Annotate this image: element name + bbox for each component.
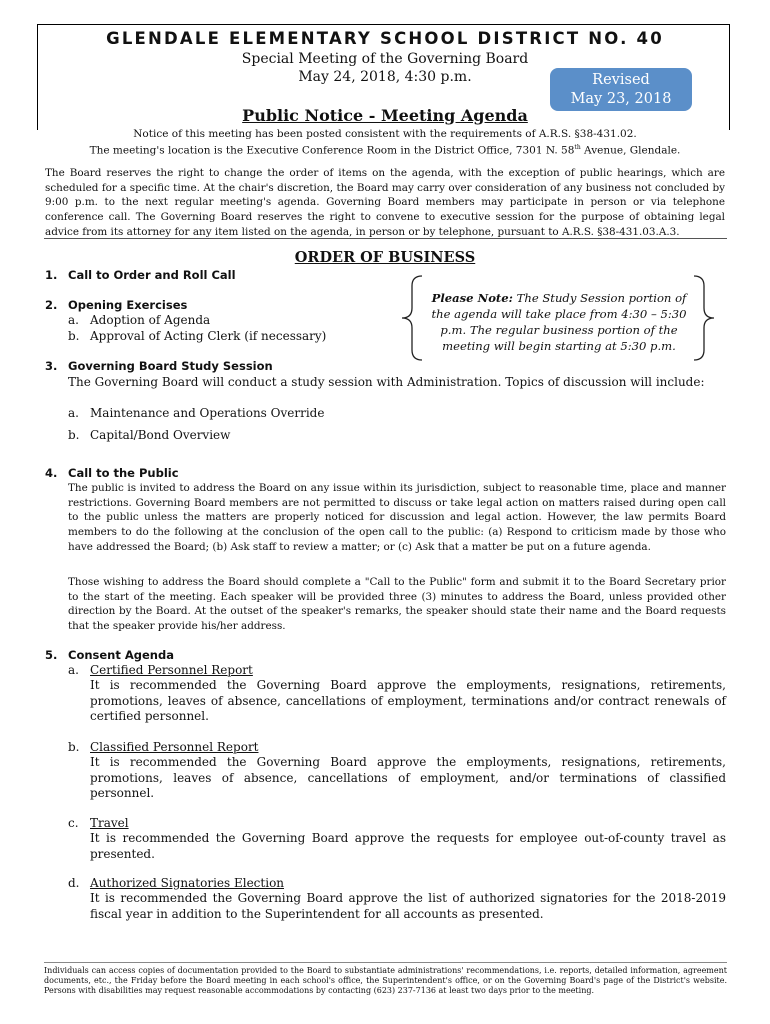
item-5a-text: It is recommended the Governing Board approve the employments, resignations, retirements, promotions, leaves of absence, cancellations of employment, terminations and/or contract renewals of certified personnel. (90, 678, 726, 724)
item-5b-text: It is recommended the Governing Board approve the employments, resignations, retirements, promotions, leaves of absence, cancellations of employment, and/or terminations of classified personnel. (90, 755, 726, 801)
item-5c-title: Travel (90, 816, 129, 830)
item-2a-text: Adoption of Agenda (90, 313, 211, 327)
left-brace (398, 274, 428, 362)
intro-rule (44, 238, 727, 239)
study-session-note (428, 290, 690, 354)
posting-line-1: Notice of this meeting has been posted consistent with the requirements of A.R.S. §38-431.02. (133, 128, 637, 140)
posting-line-2 (0, 141, 770, 158)
item-5d-text: It is recommended the Governing Board approve the list of authorized signatories for the 2018-2019 fiscal year in addition to the Superintendent for all accounts as presented. (90, 891, 726, 921)
item-5d-number: d. (68, 876, 80, 890)
location-text: The meeting's location is the Executive Conference Room in the District Office, 7301 N. 58 (89, 144, 575, 157)
item-5c-number: c. (68, 816, 79, 830)
item-2a-number: a. (68, 313, 79, 327)
item-2b-number: b. (68, 329, 80, 343)
call-to-public-paragraph-2: Those wishing to address the Board should complete a "Call to the Public" form and submit it to the Board Secretary prior to the start of the meeting. Each speaker will be provided three (3) minutes to address the Board, unless provided other direction by the Board. At the outset of the speaker's remarks, the speaker should state their name and the Board requests that the speaker provide his/her address. (68, 576, 726, 633)
item-2-title: Opening Exercises (68, 298, 188, 312)
item-3a-text: Maintenance and Operations Override (90, 406, 325, 420)
right-brace (688, 274, 718, 362)
revised-label: Revised (592, 72, 650, 88)
district-title: GLENDALE ELEMENTARY SCHOOL DISTRICT NO. 40 (106, 29, 664, 48)
item-3-title: Governing Board Study Session (68, 359, 273, 373)
item-3a-number: a. (68, 406, 79, 420)
item-1-title: Call to Order and Roll Call (68, 268, 236, 282)
item-5a-number: a. (68, 663, 79, 677)
footer-note: Individuals can access copies of documentation provided to the Board to substantiate administrations' recommendations, i.e. reports, detailed information, agreement documents, etc., the Friday before the Board meeting in each school's office, the Superintendent's office, or on the Governing Board's page of the District's website. Persons with disabilities may request reasonable accommodations by contacting (623) 237-7136 at least two days prior to the meeting. (44, 966, 727, 995)
revised-badge (550, 68, 692, 111)
order-of-business-title: ORDER OF BUSINESS (294, 249, 476, 266)
note-label: Please Note: (431, 291, 513, 305)
item-3b-text: Capital/Bond Overview (90, 428, 231, 442)
call-to-public-paragraph-1: The public is invited to address the Board on any issue within its jurisdiction, subject to reasonable time, place and manner restrictions. Governing Board members are not permitted to discuss or take legal action on matters raised during open call to the public unless the matters are properly noticed for discussion and legal action. However, the law permits Board members to do the following at the conclusion of the open call to the public: (a) Respond to criticism made by those who have addressed the Board; (b) Ask staff to review a matter; or (c) Ask that a matter be put on a future agenda. (68, 482, 726, 553)
intro-paragraph: The Board reserves the right to change the order of items on the agenda, with the exception of public hearings, which are scheduled for a specific time. At the chair's discretion, the Board may carry over consideration of any business not concluded by 9:00 p.m. to the next regular meeting's agenda. Governing Board members may participate in person or via telephone conference call. The Governing Board reserves the right to convene to executive session for the purpose of obtaining legal advice from its attorney for any item listed on the agenda, in person or by telephone, pursuant to A.R.S. §38-431.03.A.3. (45, 167, 725, 238)
item-3-number: 3. (45, 359, 58, 373)
item-3-description: The Governing Board will conduct a study session with Administration. Topics of discussion will include: (68, 375, 705, 389)
item-5-title: Consent Agenda (68, 648, 174, 662)
item-2-number: 2. (45, 298, 58, 312)
item-5a-title: Certified Personnel Report (90, 663, 253, 677)
item-5-number: 5. (45, 648, 58, 662)
item-2b-text: Approval of Acting Clerk (if necessary) (90, 329, 327, 343)
notice-title: Public Notice - Meeting Agenda (242, 106, 528, 125)
revised-date: May 23, 2018 (570, 91, 672, 107)
item-4-title: Call to the Public (68, 466, 179, 480)
footer-rule (44, 962, 727, 963)
item-5c-text: It is recommended the Governing Board approve the requests for employee out-of-county travel as presented. (90, 831, 726, 861)
ordinal-suffix: th (574, 144, 581, 151)
location-city: Avenue, Glendale. (580, 144, 681, 157)
note-text: The Study Session portion of the agenda will take place from 4:30 – 5:30 p.m. The regular business portion of the meeting will begin starting at 5:30 p.m. (431, 291, 687, 353)
item-5d-title: Authorized Signatories Election (90, 876, 285, 890)
item-3b-number: b. (68, 428, 80, 442)
item-4-number: 4. (45, 466, 58, 480)
item-1-number: 1. (45, 268, 58, 282)
item-5b-title: Classified Personnel Report (90, 740, 259, 754)
meeting-date-time: May 24, 2018, 4:30 p.m. (298, 69, 472, 85)
meeting-type: Special Meeting of the Governing Board (241, 51, 529, 67)
item-5b-number: b. (68, 740, 80, 754)
